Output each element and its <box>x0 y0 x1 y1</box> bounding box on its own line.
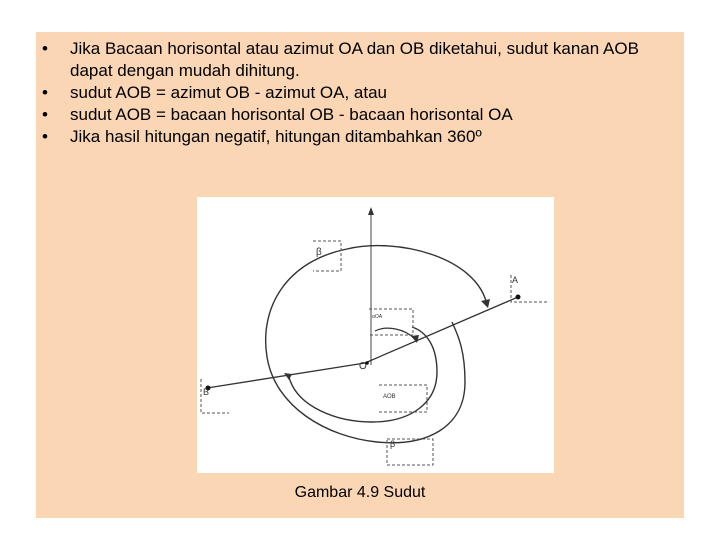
bullet-text: Jika Bacaan horisontal atau azimut OA dan OB diketahui, sudut kanan AOB dapat dengan mudah dihitung. <box>70 39 639 80</box>
small-arc <box>375 328 415 339</box>
aob-label: AOB <box>383 394 396 400</box>
bullet-item <box>36 126 676 148</box>
slide <box>36 32 684 518</box>
bullet-item <box>36 104 676 126</box>
alpha-label: αOA <box>372 314 383 320</box>
bullet-item <box>36 82 676 104</box>
bullet-dot: • <box>42 39 48 58</box>
bottom-beta-label: β <box>390 439 396 449</box>
bullet-dot: • <box>42 83 48 102</box>
outer-arc-arrowhead <box>481 299 490 308</box>
point-a <box>516 295 521 300</box>
figure-caption: Gambar 4.9 Sudut <box>294 484 426 501</box>
north-arrowhead <box>368 207 374 215</box>
line-arrowhead <box>284 373 292 380</box>
point-b-label: B <box>203 387 210 397</box>
angle-diagram <box>197 197 554 473</box>
north-label: β <box>316 247 322 258</box>
line-oa <box>365 297 518 363</box>
bullet-text: sudut AOB = bacaan horisontal OB - bacaan horisontal OA <box>70 105 513 124</box>
point-a-label: A <box>512 275 519 285</box>
bullet-item <box>36 38 676 82</box>
bullet-dot: • <box>42 105 48 124</box>
point-o-label: O <box>359 361 367 372</box>
outer-arc <box>266 246 487 443</box>
bullet-text: sudut AOB = azimut OB - azimut OA, atau <box>70 83 387 102</box>
bullet-text: Jika hasil hitungan negatif, hitungan ditambahkan 360º <box>70 127 482 146</box>
bullet-dot: • <box>42 127 48 146</box>
bullet-list <box>36 38 676 148</box>
